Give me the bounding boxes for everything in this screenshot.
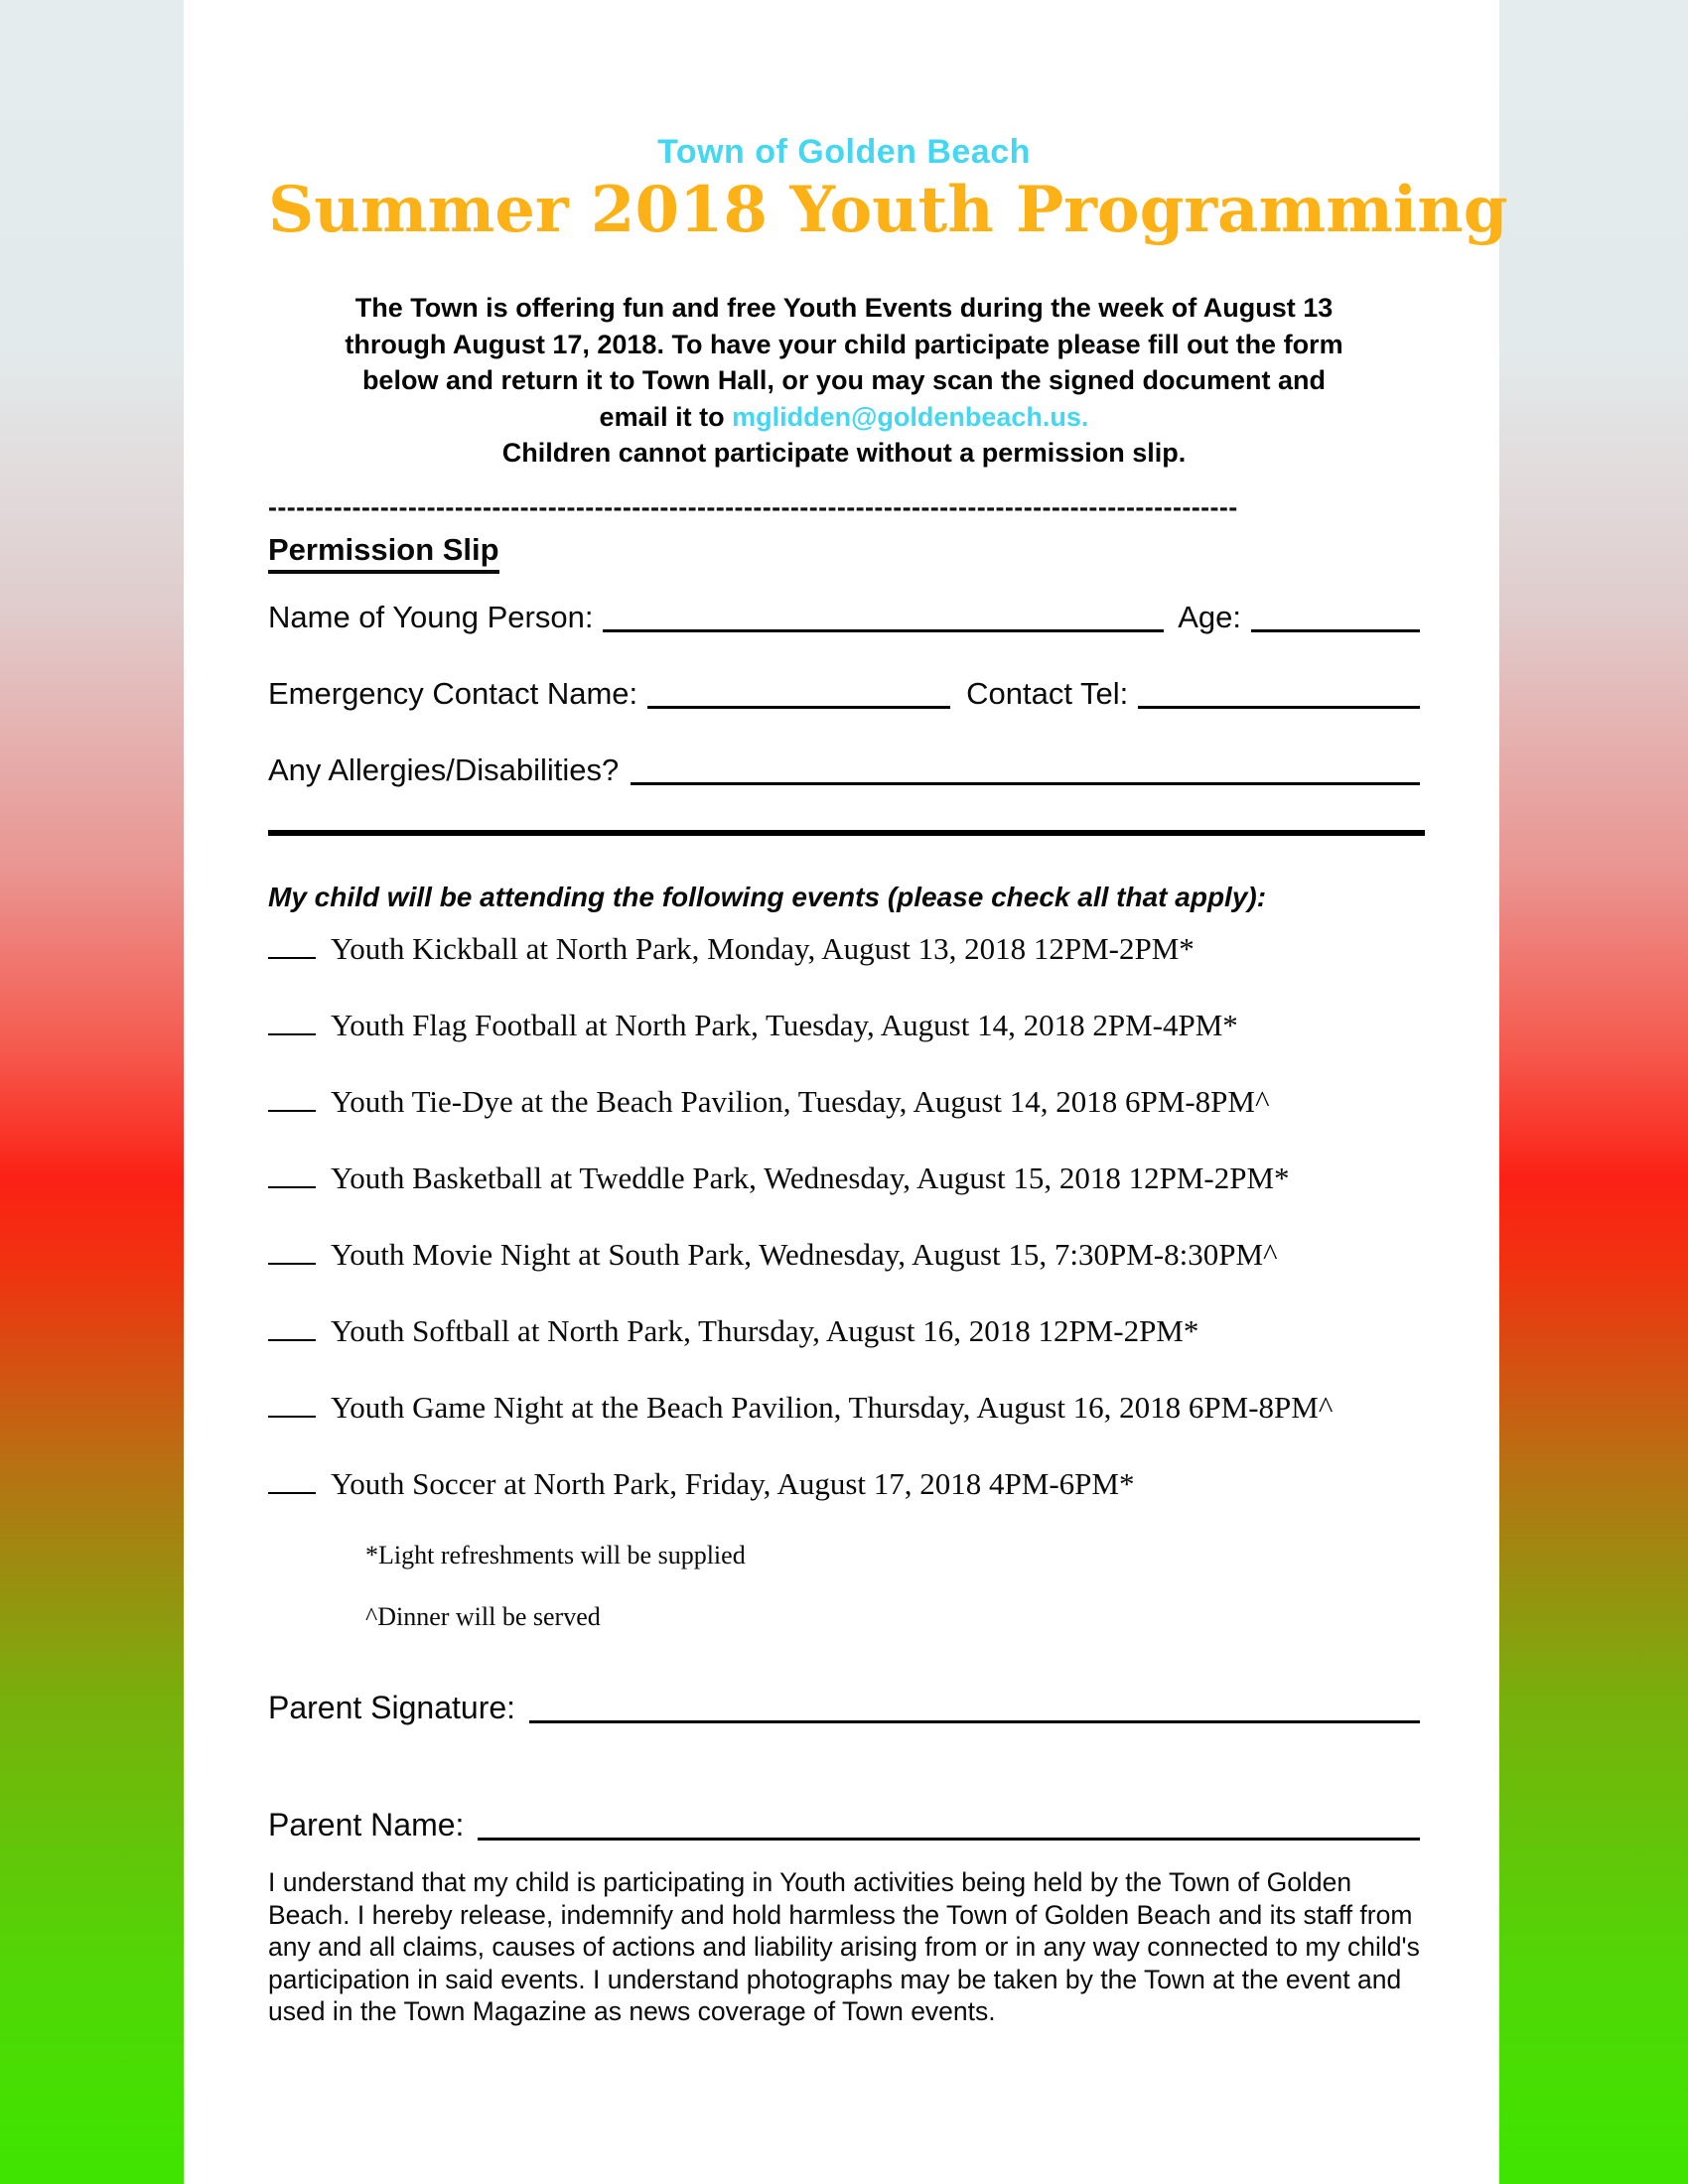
event-check-blank[interactable] bbox=[268, 1008, 316, 1035]
disclaimer-text: I understand that my child is participating in Youth activities being held by the Town of Golden Beach. I hereby release, indemnify and hold harmless the Town of Golden Beach and its staff from any and all claims, causes of actions and liability arising from or in any way connected to my child's participation in said events. I understand photographs may be taken by the Town at the event and used in the Town Magazine as news coverage of Town events. bbox=[268, 1867, 1420, 2026]
intro-line: The Town is offering fun and free Youth Events during the week of August 13 bbox=[354, 293, 1334, 323]
name-age-row bbox=[268, 600, 1420, 635]
event-item bbox=[268, 1466, 1420, 1543]
age-input-line[interactable] bbox=[1251, 628, 1420, 632]
permission-form-page bbox=[184, 0, 1508, 2184]
parent-name-label: Parent Name: bbox=[268, 1807, 465, 1843]
allergies-input-line[interactable] bbox=[631, 781, 1420, 785]
intro-email-line bbox=[268, 399, 1420, 436]
event-check-blank[interactable] bbox=[268, 1160, 316, 1188]
event-label: Youth Softball at North Park, Thursday, August 16, 2018 12PM-2PM* bbox=[331, 1313, 1199, 1348]
event-label: Youth Game Night at the Beach Pavilion, Thursday, August 16, 2018 6PM-8PM^ bbox=[331, 1390, 1334, 1425]
event-item bbox=[268, 1237, 1420, 1313]
event-label: Youth Basketball at Tweddle Park, Wednesday, August 15, 2018 12PM-2PM* bbox=[331, 1160, 1290, 1195]
age-label: Age: bbox=[1178, 600, 1241, 634]
intro-email-prefix: email it to bbox=[599, 401, 733, 432]
event-item bbox=[268, 1160, 1420, 1237]
allergies-row bbox=[268, 752, 1420, 788]
event-label: Youth Movie Night at South Park, Wednesday, August 15, 7:30PM-8:30PM^ bbox=[331, 1237, 1278, 1272]
contact-tel-label: Contact Tel: bbox=[966, 676, 1129, 711]
intro-last-line: Children cannot participate without a permission slip. bbox=[501, 438, 1187, 468]
event-label: Youth Flag Football at North Park, Tuesday, August 14, 2018 2PM-4PM* bbox=[331, 1008, 1238, 1042]
intro-line: below and return it to Town Hall, or you may scan the signed document and bbox=[361, 365, 1327, 395]
allergies-label: Any Allergies/Disabilities? bbox=[268, 752, 620, 787]
section-divider-rule bbox=[268, 830, 1425, 836]
parent-name-input-line[interactable] bbox=[478, 1837, 1420, 1841]
emergency-contact-label: Emergency Contact Name: bbox=[268, 676, 638, 711]
emergency-contact-input-line[interactable] bbox=[647, 705, 950, 709]
event-item bbox=[268, 931, 1420, 1008]
event-label: Youth Kickball at North Park, Monday, August 13, 2018 12PM-2PM* bbox=[331, 931, 1195, 966]
intro-paragraph bbox=[268, 290, 1420, 472]
town-name: Town of Golden Beach bbox=[657, 133, 1031, 171]
event-check-blank[interactable] bbox=[268, 1084, 316, 1112]
parent-signature-input-line[interactable] bbox=[529, 1719, 1420, 1723]
event-label: Youth Soccer at North Park, Friday, August 17, 2018 4PM-6PM* bbox=[331, 1466, 1135, 1501]
events-heading: My child will be attending the following events (please check all that apply): bbox=[268, 882, 1267, 912]
parent-signature-row bbox=[268, 1690, 1420, 1726]
dashed-divider: -------------------------------------------------------------------------------------------------------- bbox=[268, 492, 1238, 522]
event-item bbox=[268, 1008, 1420, 1084]
parent-name-row bbox=[268, 1807, 1420, 1843]
footnote-refreshments: *Light refreshments will be supplied bbox=[365, 1541, 746, 1570]
event-check-blank[interactable] bbox=[268, 1466, 316, 1494]
emergency-contact-row bbox=[268, 676, 1420, 712]
footnote-dinner: ^Dinner will be served bbox=[365, 1602, 601, 1631]
name-label: Name of Young Person: bbox=[268, 600, 594, 634]
parent-signature-label: Parent Signature: bbox=[268, 1690, 516, 1725]
name-input-line[interactable] bbox=[603, 628, 1164, 632]
permission-slip-heading bbox=[268, 532, 1420, 568]
intro-line: through August 17, 2018. To have your child participate please fill out the form bbox=[345, 329, 1343, 359]
event-item bbox=[268, 1390, 1420, 1466]
page-title: Summer 2018 Youth Programming bbox=[268, 173, 1508, 247]
event-check-blank[interactable] bbox=[268, 1313, 316, 1341]
event-item bbox=[268, 1084, 1420, 1160]
event-check-blank[interactable] bbox=[268, 1390, 316, 1418]
intro-lines bbox=[268, 290, 1420, 399]
event-item bbox=[268, 1313, 1420, 1390]
events-list bbox=[268, 931, 1420, 1543]
email-link[interactable]: mglidden@goldenbeach.us. bbox=[732, 401, 1089, 432]
event-label: Youth Tie-Dye at the Beach Pavilion, Tuesday, August 14, 2018 6PM-8PM^ bbox=[331, 1084, 1270, 1119]
event-check-blank[interactable] bbox=[268, 1237, 316, 1265]
contact-tel-input-line[interactable] bbox=[1138, 705, 1420, 709]
event-check-blank[interactable] bbox=[268, 931, 316, 959]
permission-slip-heading-text: Permission Slip bbox=[268, 532, 499, 574]
